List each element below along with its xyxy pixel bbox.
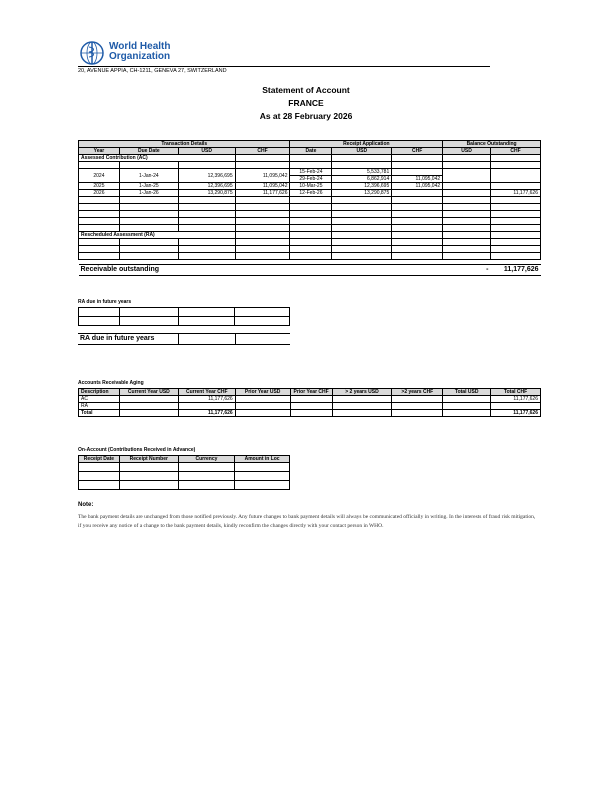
col-header: USD [443,148,491,155]
col-header: Amount in Loc [235,456,290,463]
aging-cell: Total [79,410,120,417]
cell-receipt-usd: 13,290,875 [332,190,392,197]
aging-title: Accounts Receivable Aging [78,380,144,386]
col-header: Year [79,148,120,155]
aging-cell [119,410,178,417]
cell-chf: 11,095,042 [235,169,290,183]
col-header: Due Date [119,148,178,155]
col-header: Total USD [443,389,491,396]
table-row [79,396,541,403]
cell-bal-usd [443,190,491,197]
who-logo-icon [78,40,106,66]
section-label-ra: Rescheduled Assessment (RA) [79,232,236,239]
col-header: Prior Year CHF [290,389,332,396]
aging-cell: AC [79,396,120,403]
col-header: Currency [178,456,235,463]
aging-cell [119,403,178,410]
section-label-ac: Assessed Contribution (AC) [79,155,236,162]
table-row [79,162,541,169]
table-row [79,481,290,490]
cell-due-date: 1-Jan-25 [119,183,178,190]
cell-usd: 12,396,695 [178,169,235,183]
aging-cell [443,410,491,417]
cell-year: 2024 [79,169,120,183]
receivable-usd: - [443,265,491,276]
on-account-title: On-Account (Contributions Received in Advance) [78,447,196,453]
col-header: Current Year USD [119,389,178,396]
table-row [79,308,290,317]
table-row [79,183,541,190]
aging-cell [290,396,332,403]
table-row [79,218,541,225]
table-row [79,317,290,326]
aging-cell: 11,177,626 [491,396,541,403]
aging-cell [290,403,332,410]
ra-future-big-label: RA due in future years [78,334,178,345]
aging-cell [178,403,235,410]
group-header-receipt: Receipt Application [290,141,443,148]
aging-cell [235,410,290,417]
col-header: Date [290,148,332,155]
ra-future-table [78,307,290,326]
col-header: Prior Year USD [235,389,290,396]
table-row [79,169,541,176]
aging-cell [332,403,392,410]
group-header-balance: Balance Outstanding [443,141,541,148]
cell-receipt-date: 10-Mar-25 [290,183,332,190]
cell-receipt-chf: 11,095,042 [392,183,443,190]
col-header: USD [178,148,235,155]
table-row [79,239,541,246]
org-name [109,42,170,62]
cell-chf: 11,095,042 [235,183,290,190]
receivable-label: Receivable outstanding [79,265,290,276]
table-row [79,204,541,211]
cell-year: 2026 [79,190,120,197]
ra-future-total-table [78,333,290,345]
statement-table [78,140,541,276]
aging-cell [235,403,290,410]
cell-bal-usd [443,183,491,190]
cell-due-date: 1-Jan-26 [119,190,178,197]
table-row [79,253,541,260]
country-title: FRANCE [288,98,324,108]
group-header-transaction: Transaction Details [79,141,290,148]
aging-cell: 11,177,626 [178,410,235,417]
receivable-chf: 11,177,626 [490,265,540,276]
table-row [79,211,541,218]
cell-bal-chf [490,169,540,183]
col-header: > 2 years USD [332,389,392,396]
cell-receipt-usd: 12,396,695 [332,183,392,190]
table-row [79,472,290,481]
cell-receipt-date: 29-Feb-24 [290,176,332,183]
aging-cell [119,396,178,403]
col-header: CHF [235,148,290,155]
table-row [79,403,541,410]
col-header: Current Year CHF [178,389,235,396]
aging-cell [332,410,392,417]
aging-cell [392,396,443,403]
cell-usd: 13,290,875 [178,190,235,197]
aging-cell [332,396,392,403]
org-name-line1: World Health [109,41,171,52]
cell-usd: 12,396,695 [178,183,235,190]
org-name-line2: Organization [109,51,171,62]
aging-cell [235,396,290,403]
table-row [79,463,290,472]
aging-table [78,388,541,417]
cell-receipt-date: 15-Feb-24 [290,169,332,176]
aging-cell [491,403,541,410]
col-header: Description [79,389,120,396]
cell-receipt-chf [392,190,443,197]
ra-future-small-label: RA due in future years [78,299,132,305]
aging-cell [443,403,491,410]
col-header: Total CHF [491,389,541,396]
note-title: Note: [78,502,94,508]
aging-cell: RA [79,403,120,410]
cell-receipt-chf: 11,095,042 [392,176,443,183]
statement-title: Statement of Account [262,85,350,95]
on-account-table [78,455,290,490]
col-header: >2 years CHF [392,389,443,396]
col-header: USD [332,148,392,155]
note-body: The bank payment details are unchanged from those notified previously. Any future changes to bank payment details will always be communicated officially in writing. In the interests of fraud risk mitigation, if you receive any notice of a change to the bank payment details, kindly reconfirm the changes directly with your contact person in WHO. [78,514,536,529]
table-row [79,410,541,417]
cell-receipt-usd: 6,862,914 [332,176,392,183]
cell-due-date: 1-Jan-24 [119,169,178,183]
col-header: CHF [490,148,540,155]
date-title: As at 28 February 2026 [259,111,353,121]
table-row [79,197,541,204]
col-header: Receipt Number [119,456,178,463]
cell-year: 2025 [79,183,120,190]
cell-bal-usd [443,169,491,183]
aging-cell [392,403,443,410]
table-row [79,190,541,197]
cell-bal-chf: 11,177,626 [490,190,540,197]
aging-cell [443,396,491,403]
table-row [79,246,541,253]
cell-receipt-date: 12-Feb-26 [290,190,332,197]
col-header: Receipt Date [79,456,120,463]
table-row [79,225,541,232]
aging-cell: 11,177,626 [491,410,541,417]
cell-receipt-usd: 5,533,781 [332,169,392,176]
cell-bal-chf [490,183,540,190]
col-header: CHF [392,148,443,155]
aging-cell: 11,177,626 [178,396,235,403]
cell-receipt-chf [392,169,443,176]
aging-cell [392,410,443,417]
org-address: 20, AVENUE APPIA, CH-1211, GENEVA 27, SWITZERLAND [78,66,490,74]
aging-cell [290,410,332,417]
cell-chf: 11,177,626 [235,190,290,197]
